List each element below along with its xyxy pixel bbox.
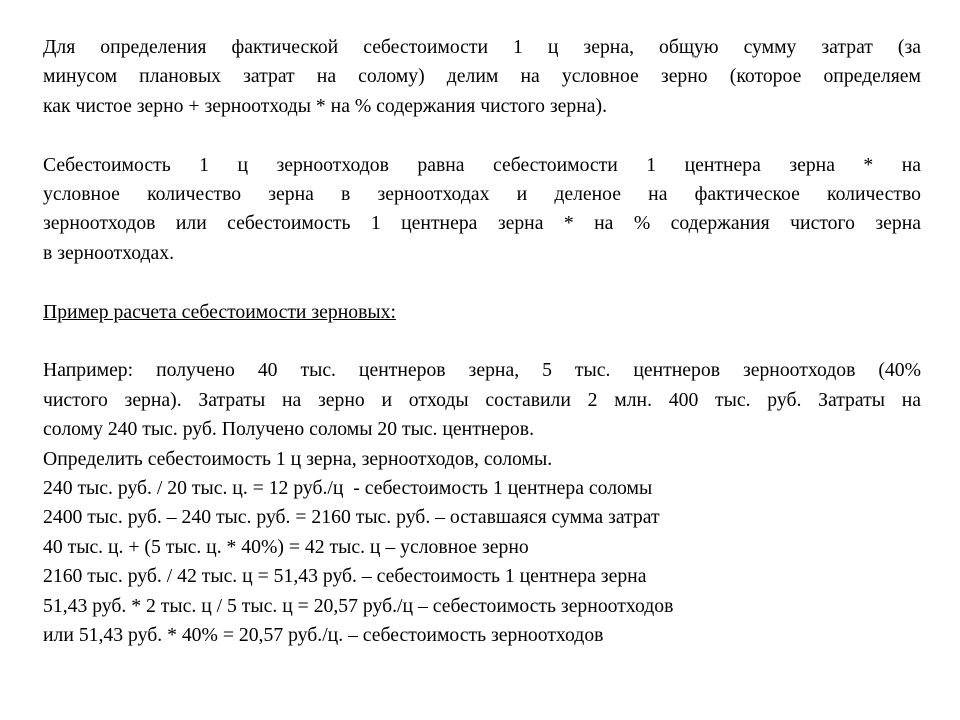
calc-line: 40 тыс. ц. + (5 тыс. ц. * 40%) = 42 тыс. ц – условное зерно [43, 535, 529, 558]
calc-line: 51,43 руб. * 2 тыс. ц / 5 тыс. ц = 20,57 руб./ц – себестоимость зерноотходов [43, 594, 674, 617]
paragraph-grain-cost-method [43, 33, 921, 121]
text-line: солому 240 тыс. руб. Получено соломы 20 тыс. центнеров. [43, 418, 534, 441]
text-line: чистого зерна). Затраты на зерно и отходы составили 2 млн. 400 тыс. руб. Затраты на [43, 388, 921, 411]
calc-line: 240 тыс. руб. / 20 тыс. ц. = 12 руб./ц - себестоимость 1 центнера соломы [43, 477, 653, 500]
spacer [43, 121, 921, 150]
calc-line: Определить себестоимость 1 ц зерна, зерноотходов, соломы. [43, 447, 553, 470]
text-line: в зерноотходах. [43, 241, 175, 264]
spacer [43, 327, 921, 356]
example-heading: Пример расчета себестоимости зерновых: [43, 300, 396, 323]
calculation-steps [43, 445, 921, 651]
text-line: зерноотходов или себестоимость 1 центнера зерна * на % содержания чистого зерна [43, 212, 921, 235]
text-line: минусом плановых затрат на солому) делим на условное зерно (которое определяем [43, 65, 921, 88]
paragraph-example [43, 356, 921, 444]
text-line: Для определения фактической себестоимости 1 ц зерна, общую сумму затрат (за [43, 36, 921, 58]
text-line: Себестоимость 1 ц зерноотходов равна себестоимости 1 центнера зерна * на [43, 153, 921, 176]
text-line: Например: получено 40 тыс. центнеров зерна, 5 тыс. центнеров зерноотходов (40% [43, 359, 921, 382]
text-line: условное количество зерна в зерноотходах и деленое на фактическое количество [43, 183, 921, 206]
calc-line: 2160 тыс. руб. / 42 тыс. ц = 51,43 руб. – себестоимость 1 центнера зерна [43, 565, 647, 588]
example-heading-block [43, 298, 921, 327]
paragraph-waste-cost-method [43, 151, 921, 269]
calc-line: 2400 тыс. руб. – 240 тыс. руб. = 2160 тыс. руб. – оставшаяся сумма затрат [43, 506, 660, 529]
calc-line: или 51,43 руб. * 40% = 20,57 руб./ц. – себестоимость зерноотходов [43, 624, 604, 647]
spacer [43, 268, 921, 297]
text-line: как чистое зерно + зерноотходы * на % содержания чистого зерна). [43, 94, 608, 117]
